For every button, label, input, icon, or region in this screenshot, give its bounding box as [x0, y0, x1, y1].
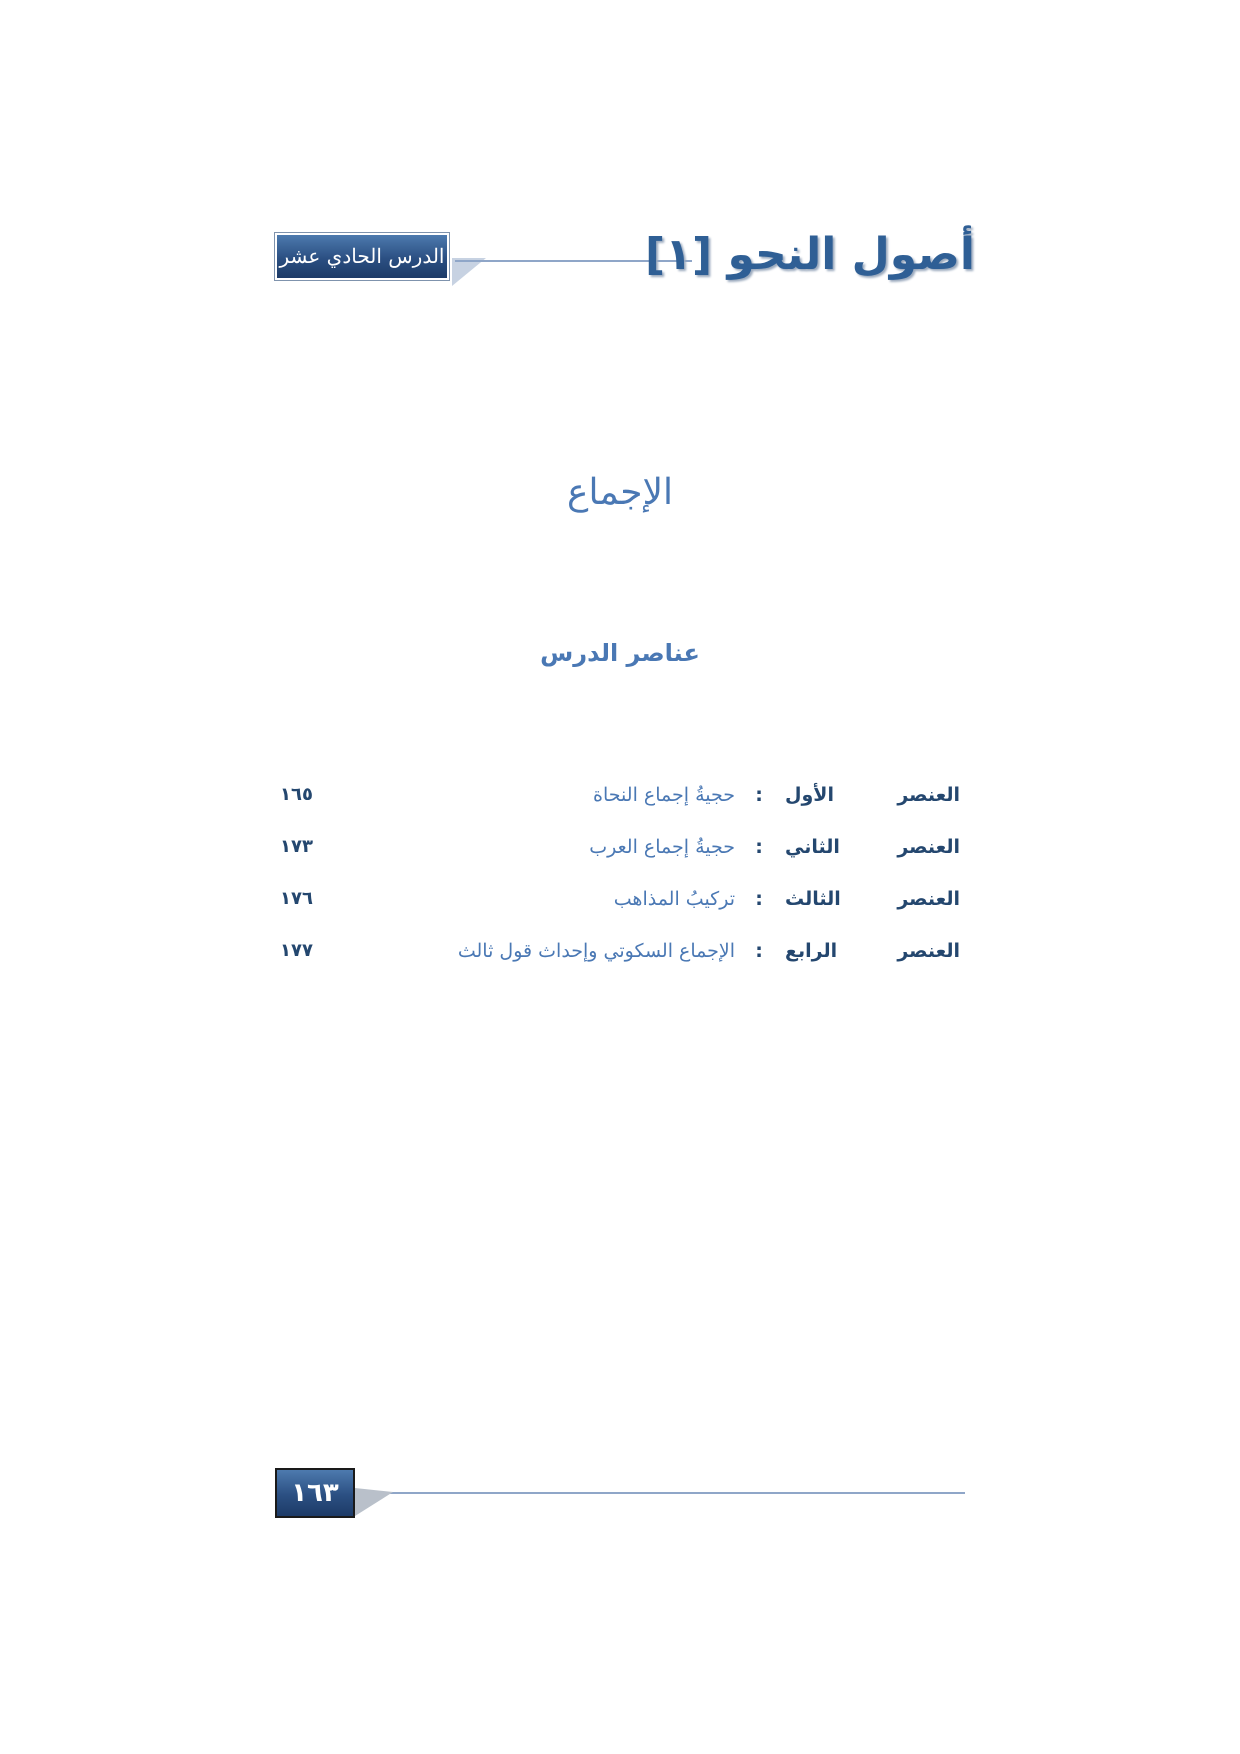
separator: :: [755, 836, 763, 858]
element-page-number: ١٦٥: [280, 784, 313, 805]
list-item: [280, 879, 960, 931]
element-topic: حجيةُ إجماع النحاة: [593, 784, 735, 806]
element-label: العنصر الرابع: [785, 940, 960, 962]
lesson-badge: الدرس الحادي عشر: [275, 233, 449, 280]
separator: :: [755, 784, 763, 806]
list-item: [280, 775, 960, 827]
section-heading: عناصر الدرس: [540, 639, 700, 667]
page-number: ١٦٣: [275, 1468, 355, 1518]
element-label: العنصر الثالث: [785, 888, 960, 910]
element-label: العنصر الأول: [785, 784, 960, 806]
element-page-number: ١٧٧: [280, 940, 313, 961]
book-title: أصول النحو [١]: [645, 229, 975, 280]
lesson-title: الإجماع: [566, 472, 674, 513]
separator: :: [755, 888, 763, 910]
element-page-number: ١٧٣: [280, 836, 313, 857]
footer-rule: [352, 1492, 965, 1494]
separator: :: [755, 940, 763, 962]
element-page-number: ١٧٦: [280, 888, 313, 909]
element-label: العنصر الثاني: [785, 836, 960, 858]
element-topic: الإجماع السكوتي وإحداث قول ثالث: [457, 940, 735, 962]
lesson-elements-list: [280, 775, 960, 983]
element-topic: تركيبُ المذاهب: [613, 888, 735, 910]
list-item: [280, 827, 960, 879]
page-number-container: [275, 1468, 395, 1528]
element-topic: حجيةُ إجماع العرب: [589, 836, 735, 858]
list-item: [280, 931, 960, 983]
